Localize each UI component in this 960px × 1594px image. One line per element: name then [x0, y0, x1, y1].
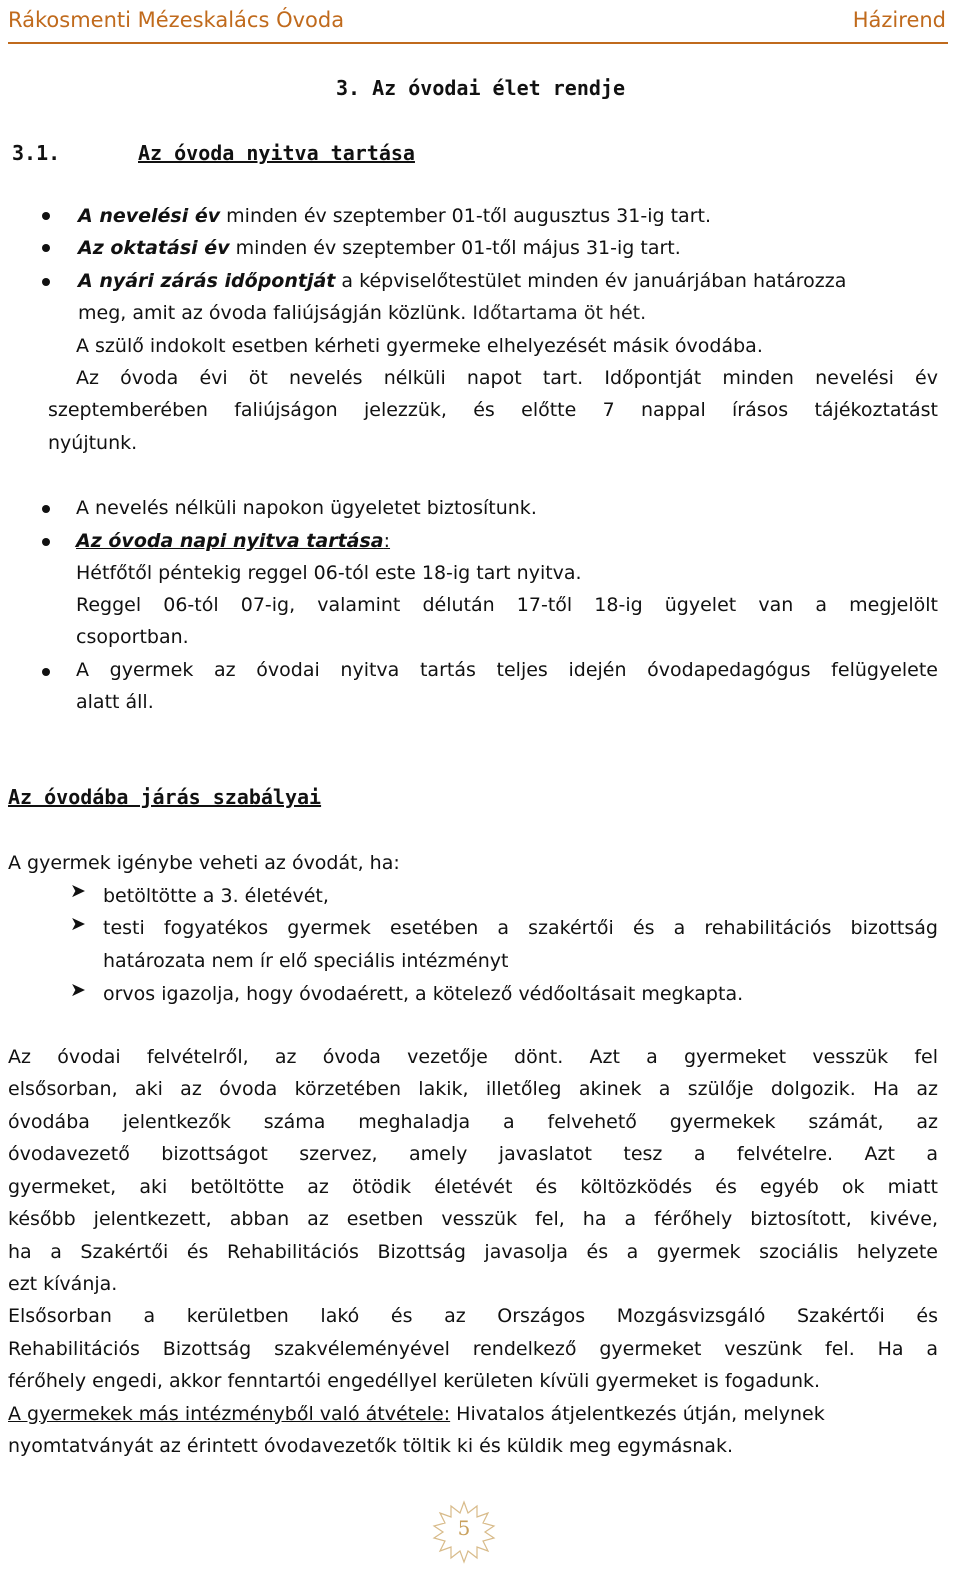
paragraph-line: óvodába jelentkezők száma meghaladja a felvehető gyermekek számát, az: [8, 1111, 938, 1133]
list-item-text: minden év szeptember 01-től augusztus 31-ig tart.: [220, 205, 711, 227]
supervision-line: A gyermek az óvodai nyitva tartás teljes idején óvodapedagógus felügyelete: [76, 659, 938, 681]
paragraph-line: ha a Szakértői és Rehabilitációs Bizottság javasolja és a gyermek szociális helyzete: [8, 1241, 938, 1263]
closed-days-line: Az óvoda évi öt nevelés nélküli napot tart. Időpontját minden nevelési év: [76, 367, 938, 389]
bullet-icon: [42, 505, 50, 513]
transfer-text: Hivatalos átjelentkezés útján, melynek: [450, 1403, 825, 1425]
paragraph-line: gyermeket, aki betöltötte az ötödik életévét és költözködés és egyéb ok miatt: [8, 1176, 938, 1198]
supervision-line: alatt áll.: [76, 691, 154, 713]
arrow-bullet-icon: ➤: [70, 979, 86, 1001]
term-napi-nyitva-tartas: Az óvoda napi nyitva tartása: [76, 530, 384, 552]
paragraph-line: Elsősorban a kerületben lakó és az Országos Mozgásvizsgáló Szakértői és: [8, 1305, 938, 1327]
paragraph-line: Az óvodai felvételről, az óvoda vezetője dönt. Azt a gyermeket vesszük fel: [8, 1046, 938, 1068]
duration-text: Időtartama öt hét.: [472, 302, 647, 324]
eligibility-intro: A gyermek igénybe veheti az óvodát, ha:: [8, 852, 400, 874]
transfer-line: nyomtatványát az érintett óvodavezetők töltik ki és küldik meg egymásnak.: [8, 1435, 733, 1457]
attendance-rules-title: Az óvodába járás szabályai: [8, 785, 322, 809]
closed-days-line: szeptemberében faliújságon jelezzük, és előtte 7 nappal írásos tájékoztatást: [48, 399, 938, 421]
transfer-line: [8, 1398, 825, 1430]
bullet-icon: [42, 212, 50, 220]
eligibility-item: testi fogyatékos gyermek esetében a szakértői és a rehabilitációs bizottság: [103, 917, 938, 939]
list-item-text: A nevelés nélküli napokon ügyeletet biztosítunk.: [76, 497, 537, 519]
paragraph-line: később jelentkezett, abban az esetben vesszük fel, ha a férőhely biztosított, kivéve,: [8, 1208, 938, 1230]
section-number: 3.1.: [12, 141, 61, 165]
list-item-text: minden év szeptember 01-től május 31-ig tart.: [229, 237, 681, 259]
section-title: Az óvoda nyitva tartása: [138, 141, 415, 165]
eligibility-item: orvos igazolja, hogy óvodaérett, a kötelező védőoltásait megkapta.: [103, 983, 744, 1005]
term-oktatasi-ev: Az oktatási év: [78, 237, 230, 259]
bullet-icon: [42, 278, 50, 286]
paragraph-line: ezt kívánja.: [8, 1273, 118, 1295]
header-document-type: Házirend: [852, 8, 946, 32]
list-item-continuation: [78, 297, 646, 329]
page-number-badge: [432, 1500, 496, 1564]
term-nevelesi-ev: A nevelési év: [78, 205, 221, 227]
paragraph-line: elsősorban, aki az óvoda körzetében lakik, illetőleg akinek a szülője dolgozik. Ha az: [8, 1078, 938, 1100]
paragraph-line: óvodavezető bizottságot szervez, amely javaslatot tesz a felvételre. Azt a: [8, 1143, 938, 1165]
paragraph-line: férőhely engedi, akkor fenntartói engedéllyel kerületen kívüli gyermeket is fogadunk.: [8, 1370, 821, 1392]
opening-hours-line: Reggel 06-tól 07-ig, valamint délután 17-től 18-ig ügyelet van a megjelölt: [76, 594, 938, 616]
paragraph-line: Rehabilitációs Bizottság szakvéleményével rendelkező gyermeket veszünk fel. Ha a: [8, 1338, 938, 1360]
list-item: [78, 265, 846, 297]
closed-days-line: nyújtunk.: [48, 432, 138, 454]
term-colon: :: [383, 530, 391, 552]
parent-request-text: A szülő indokolt esetben kérheti gyermeke elhelyezését másik óvodába.: [76, 335, 763, 357]
eligibility-item: betöltötte a 3. életévét,: [103, 885, 329, 907]
arrow-bullet-icon: ➤: [70, 913, 86, 935]
transfer-term: A gyermekek más intézményből való átvétele:: [8, 1403, 451, 1425]
list-item: [78, 200, 711, 232]
bullet-icon: [42, 668, 50, 676]
list-item-text: meg, amit az óvoda faliújságján közlünk.: [78, 302, 473, 324]
list-item: [78, 232, 681, 264]
chapter-title: 3. Az óvodai élet rendje: [336, 76, 625, 100]
header-divider: [8, 42, 948, 44]
bullet-icon: [42, 538, 50, 546]
arrow-bullet-icon: ➤: [70, 880, 86, 902]
list-item: [76, 525, 390, 557]
header-school-name: Rákosmenti Mézeskalács Óvoda: [8, 8, 345, 32]
opening-hours-line: Hétfőtől péntekig reggel 06-tól este 18-ig tart nyitva.: [76, 562, 582, 584]
eligibility-item-continuation: határozata nem ír elő speciális intézményt: [103, 950, 509, 972]
list-item-text: a képviselőtestület minden év januárjában határozza: [335, 270, 847, 292]
page-number: 5: [457, 1516, 471, 1540]
opening-hours-line: csoportban.: [76, 626, 189, 648]
term-nyari-zaras: A nyári zárás időpontját: [78, 270, 336, 292]
bullet-icon: [42, 244, 50, 252]
